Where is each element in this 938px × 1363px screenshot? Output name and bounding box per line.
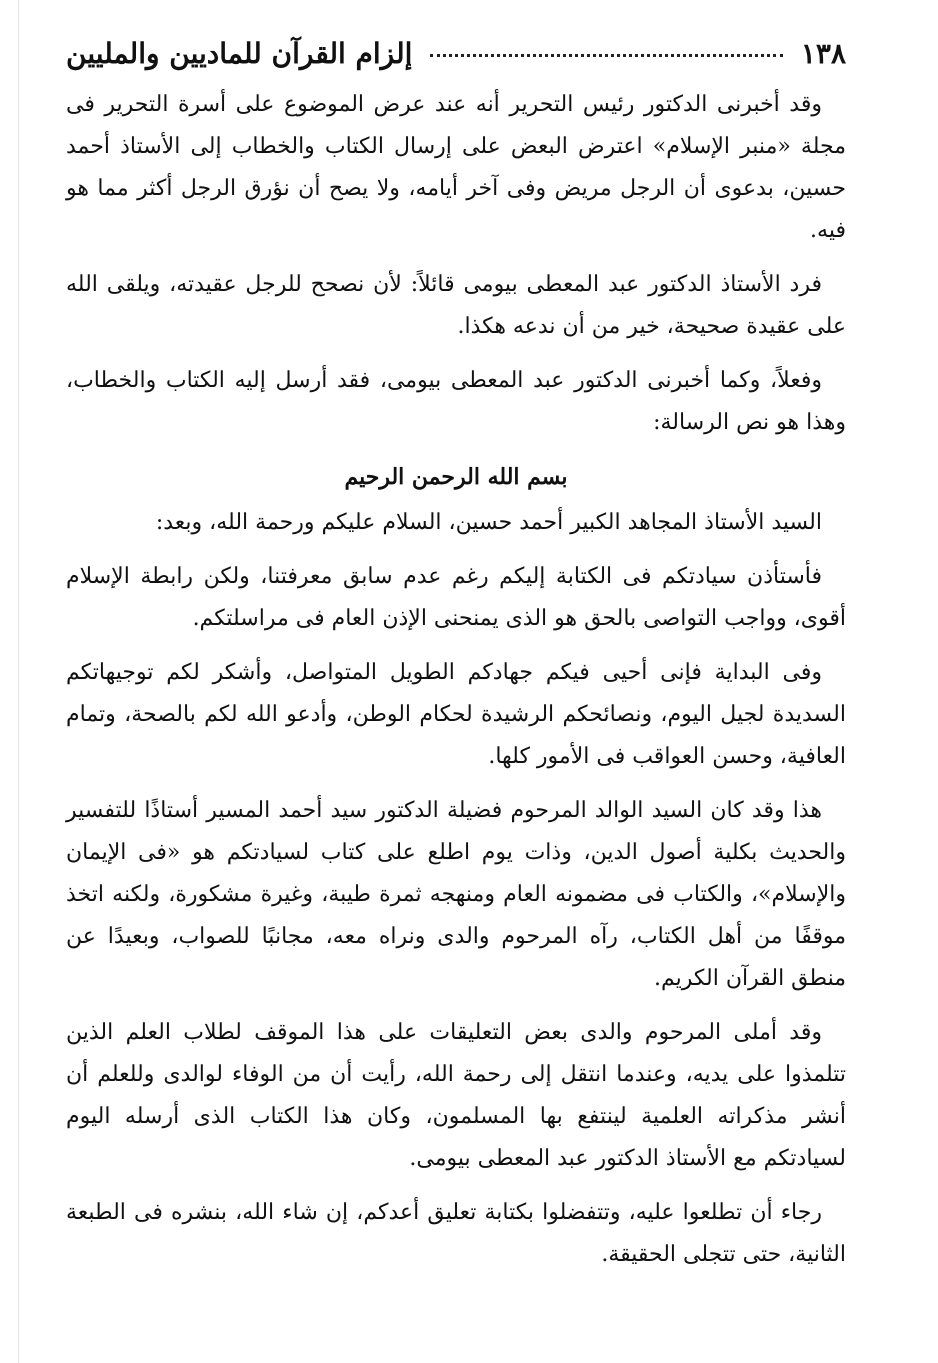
book-title: إلزام القرآن للماديين والمليين	[66, 37, 413, 70]
letter-paragraph: رجاء أن تطلعوا عليه، وتتفضلوا بكتابة تعليق أعدكم، إن شاء الله، بنشره فى الطبعة الثانية، حتى تتجلى الحقيقة.	[66, 1200, 846, 1267]
letter-paragraph: وفى البداية فإنى أحيى فيكم جهادكم الطويل المتواصل، وأشكر لكم توجيهاتكم السديدة لجيل اليوم، ونصائحكم الرشيدة لحكام الوطن، وأدعو الله لكم بالصحة، وتمام العافية، وحسن العواقب فى الأمور كلها.	[66, 660, 846, 769]
running-header	[66, 34, 846, 74]
letter-paragraph: وقد أملى المرحوم والدى بعض التعليقات على هذا الموقف لطلاب العلم الذين تتلمذوا على يديه، وعندما انتقل إلى رحمة الله، رأيت أن من الوفاء لوالدى وللعلم أن أنشر مذكراته العلمية لينتفع بها المسلمون، وكان هذا الكتاب الذى أرسله اليوم لسيادتكم مع الأستاذ الدكتور عبد المعطى بيومى.	[66, 1020, 846, 1171]
body-paragraph: وفعلاً، وكما أخبرنى الدكتور عبد المعطى بيومى، فقد أرسل إليه الكتاب والخطاب، وهذا هو نص الرسالة:	[66, 368, 846, 435]
letter-paragraph: هذا وقد كان السيد الوالد المرحوم فضيلة الدكتور سيد أحمد المسير أستاذًا للتفسير والحديث بكلية أصول الدين، وذات يوم اطلع على كتاب لسيادتكم هو «فى الإيمان والإسلام»، والكتاب فى مضمونه العام ومنهجه ثمرة طيبة، وغيرة مشكورة، ولكنه اتخذ موقفًا من أهل الكتاب، رآه المرحوم والدى ونراه معه، مجانبًا للصواب، وبعيدًا عن منطق القرآن الكريم.	[66, 798, 846, 991]
page-edge-shadow	[18, 0, 19, 1363]
page-number: ١٣٨	[800, 37, 846, 70]
letter-basmala: بسم الله الرحمن الرحيم	[344, 464, 568, 490]
header-dot-leader	[430, 54, 782, 57]
body-paragraph: وقد أخبرنى الدكتور رئيس التحرير أنه عند عرض الموضوع على أسرة التحرير فى مجلة «منبر الإسلام» اعترض البعض على إرسال الكتاب والخطاب إلى الأستاذ أحمد حسين، بدعوى أن الرجل مريض وفى آخر أيامه، ولا يصح أن نؤرق الرجل أكثر مما هو فيه.	[66, 92, 846, 243]
letter-paragraph: فأستأذن سيادتكم فى الكتابة إليكم رغم عدم سابق معرفتنا، ولكن رابطة الإسلام أقوى، وواجب التواصى بالحق هو الذى يمنحنى الإذن العام فى مراسلتكم.	[66, 564, 846, 631]
body-paragraph: فرد الأستاذ الدكتور عبد المعطى بيومى قائلاً: لأن نصحح للرجل عقيدته، ويلقى الله على عقيدة صحيحة، خير من أن ندعه هكذا.	[66, 272, 846, 339]
letter-greeting: السيد الأستاذ المجاهد الكبير أحمد حسين، السلام عليكم ورحمة الله، وبعد:	[155, 510, 822, 535]
